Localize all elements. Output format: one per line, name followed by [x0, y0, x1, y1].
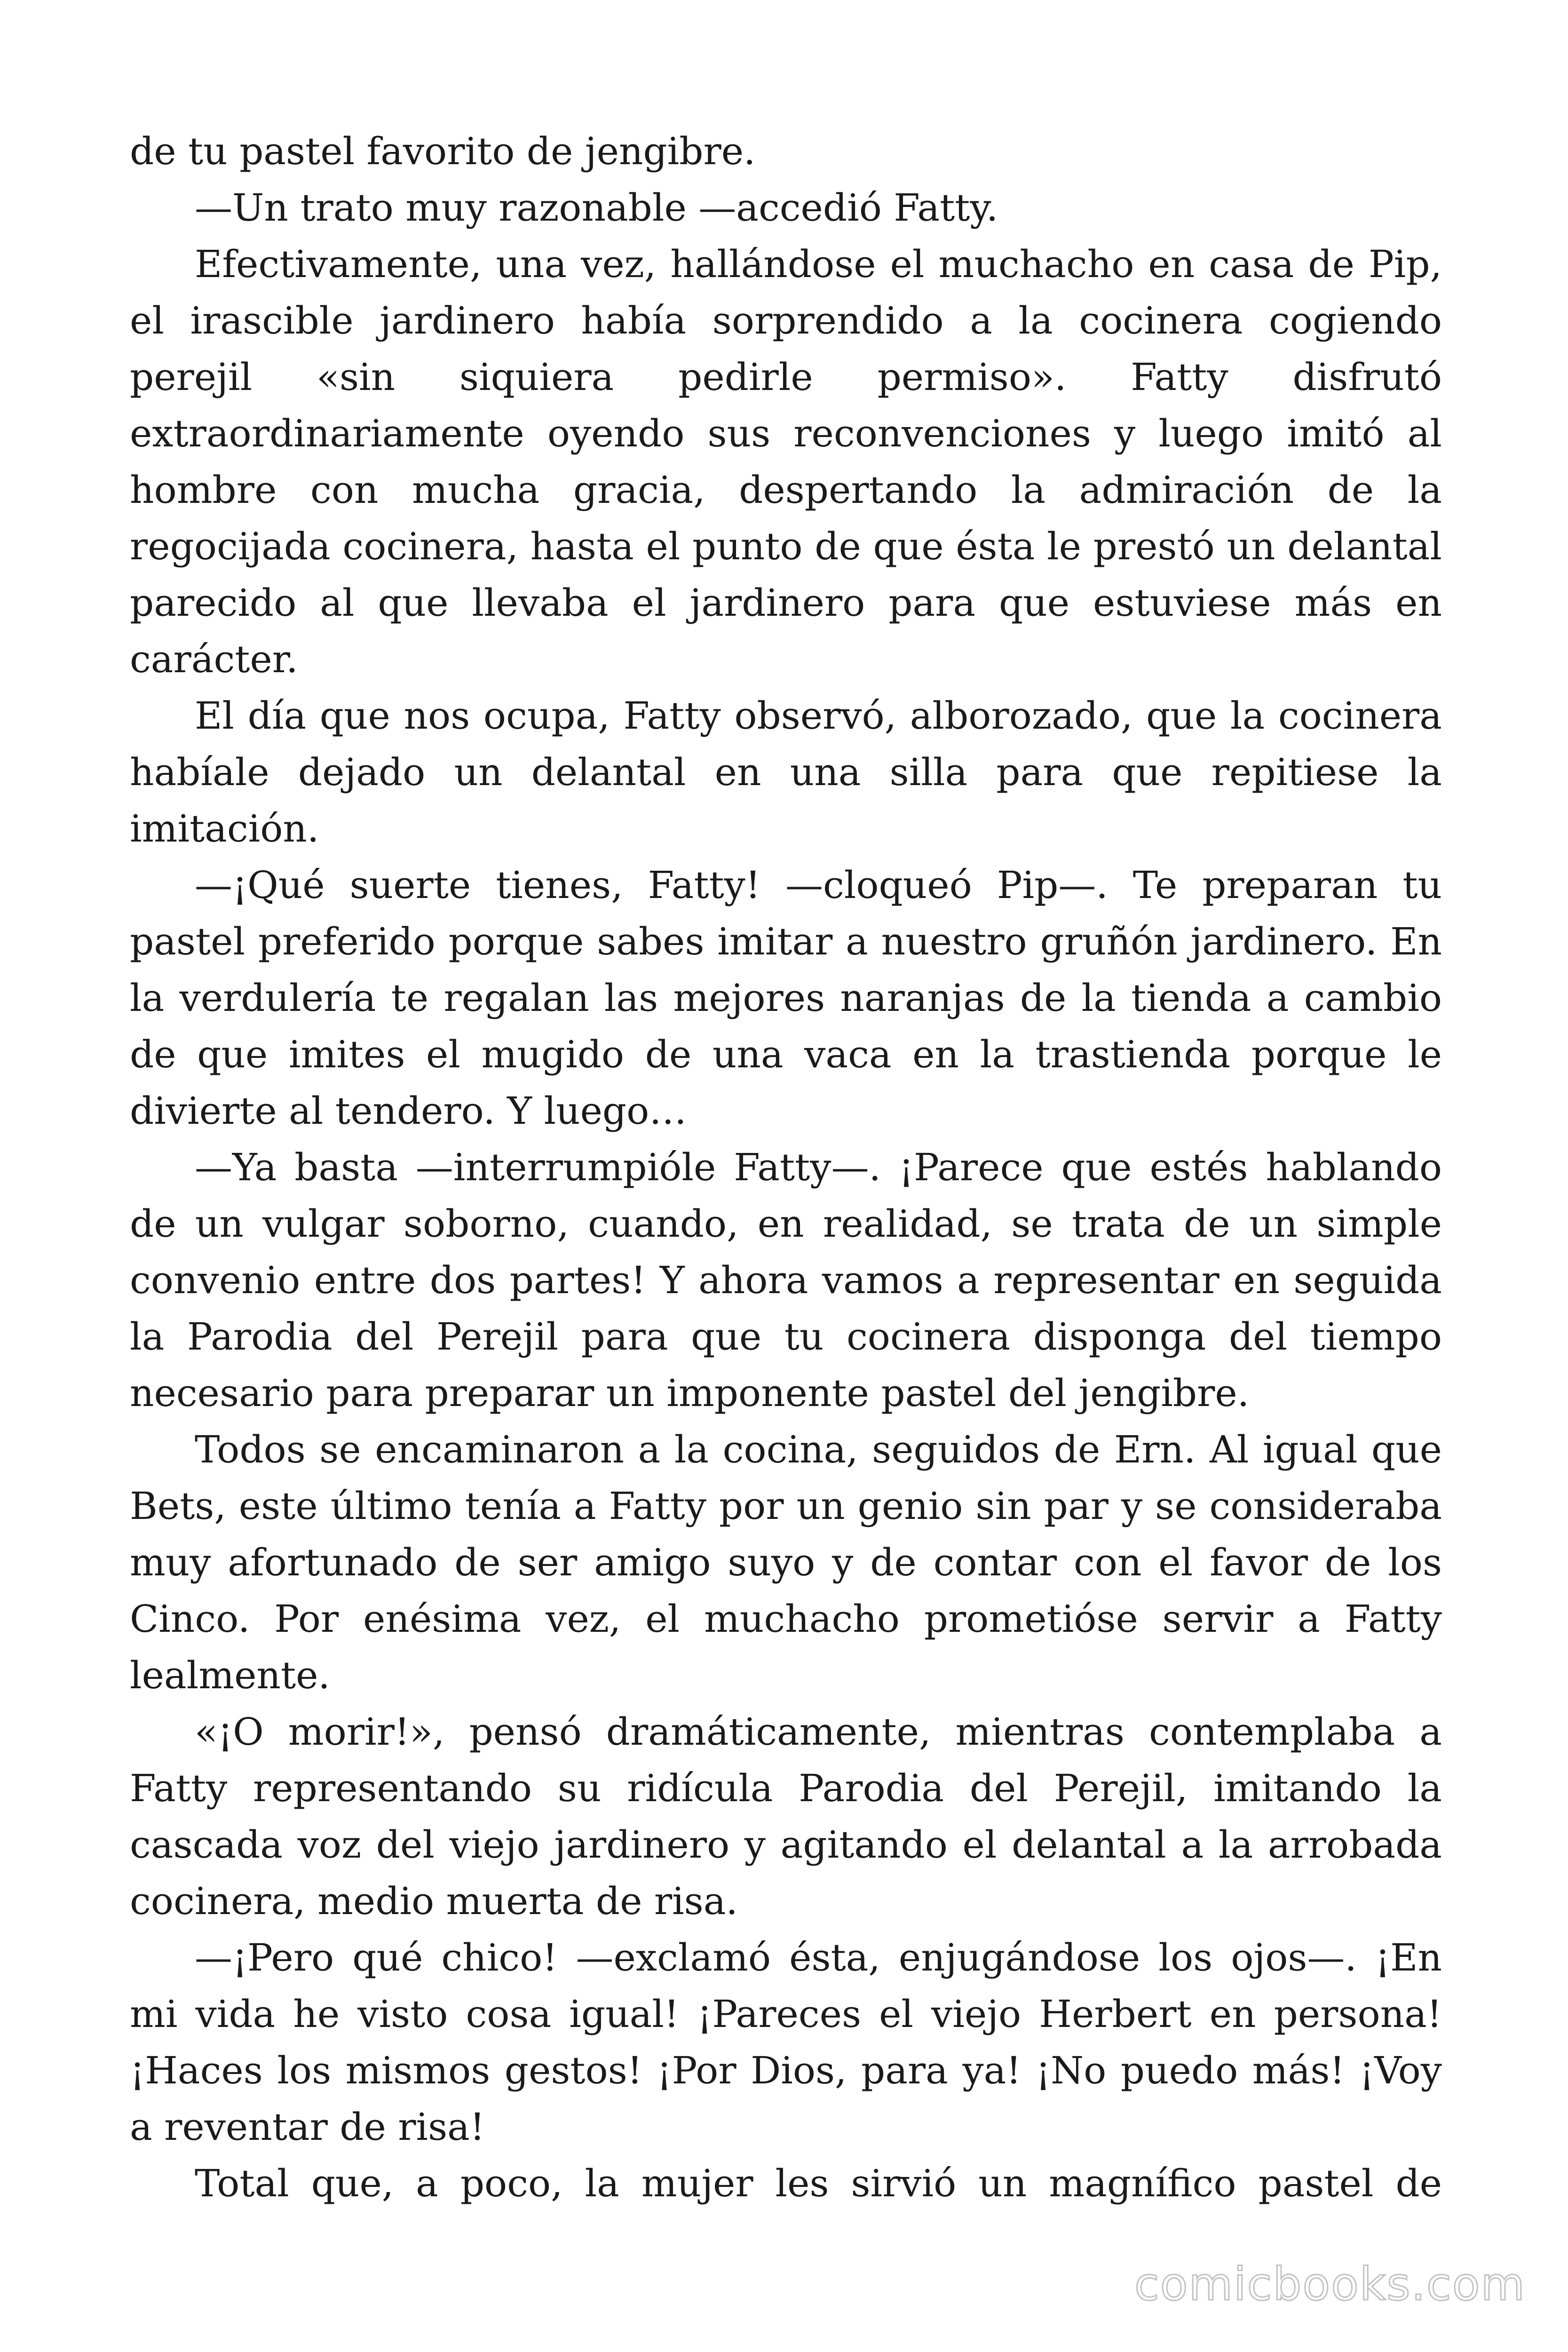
text-line: Todos se encaminaron a la cocina, seguidos de Ern. Al igual que	[195, 1428, 1442, 1471]
text-line: hombre con mucha gracia, despertando la admiración de la	[130, 468, 1442, 512]
text-line: —¡Pero qué chico! —exclamó ésta, enjugándose los ojos—. ¡En	[195, 1936, 1442, 1979]
watermark: comicbooks.com	[1134, 2258, 1526, 2311]
text-line: cascada voz del viejo jardinero y agitando el delantal a la arrobada	[130, 1823, 1442, 1867]
text-line: habíale dejado un delantal en una silla para que repitiese la	[130, 750, 1442, 794]
page-body	[130, 123, 1442, 2212]
text-line: de que imites el mugido de una vaca en la trastienda porque le	[130, 1033, 1442, 1076]
text-line: «¡O morir!», pensó dramáticamente, mientras contemplaba a	[195, 1710, 1442, 1754]
text-line: lealmente.	[130, 1653, 330, 1697]
text-line: necesario para preparar un imponente pastel del jengibre.	[130, 1371, 1250, 1415]
text-line: imitación.	[130, 807, 319, 850]
text-line: Fatty representando su ridícula Parodia del Perejil, imitando la	[130, 1766, 1442, 1810]
text-line: —Ya basta —interrumpióle Fatty—. ¡Parece que estés hablando	[195, 1145, 1442, 1189]
text-line: El día que nos ocupa, Fatty observó, alborozado, que la cocinera	[195, 694, 1442, 738]
text-block	[130, 123, 1442, 2212]
text-line: carácter.	[130, 637, 298, 681]
text-line: el irascible jardinero había sorprendido a la cocinera cogiendo	[130, 299, 1442, 342]
text-line: muy afortunado de ser amigo suyo y de contar con el favor de los	[130, 1541, 1442, 1584]
text-line: Efectivamente, una vez, hallándose el muchacho en casa de Pip,	[195, 242, 1442, 286]
text-line: Cinco. Por enésima vez, el muchacho prometióse servir a Fatty	[130, 1597, 1442, 1641]
text-line: cocinera, medio muerta de risa.	[130, 1879, 738, 1923]
text-line: ¡Haces los mismos gestos! ¡Por Dios, para ya! ¡No puedo más! ¡Voy	[130, 2049, 1442, 2092]
text-line: a reventar de risa!	[130, 2105, 485, 2149]
text-line: divierte al tendero. Y luego…	[130, 1089, 687, 1133]
text-line: convenio entre dos partes! Y ahora vamos a representar en seguida	[130, 1258, 1442, 1302]
text-line: Total que, a poco, la mujer les sirvió un magnífico pastel de	[195, 2161, 1442, 2205]
text-line: —¡Qué suerte tienes, Fatty! —cloqueó Pip—. Te preparan tu	[195, 863, 1442, 907]
text-line: regocijada cocinera, hasta el punto de que ésta le prestó un delantal	[130, 524, 1442, 568]
text-line: de tu pastel favorito de jengibre.	[130, 129, 756, 173]
text-line: parecido al que llevaba el jardinero para que estuviese más en	[130, 581, 1442, 625]
text-line: —Un trato muy razonable —accedió Fatty.	[195, 186, 998, 230]
text-line: de un vulgar soborno, cuando, en realidad, se trata de un simple	[130, 1202, 1442, 1246]
text-line: pastel preferido porque sabes imitar a nuestro gruñón jardinero. En	[130, 920, 1442, 963]
text-line: Bets, este último tenía a Fatty por un genio sin par y se consideraba	[130, 1484, 1442, 1528]
text-line: perejil «sin siquiera pedirle permiso». Fatty disfrutó	[130, 355, 1442, 399]
text-line: la verdulería te regalan las mejores naranjas de la tienda a cambio	[130, 976, 1442, 1020]
text-line: extraordinariamente oyendo sus reconvenciones y luego imitó al	[130, 412, 1442, 455]
text-line: mi vida he visto cosa igual! ¡Pareces el viejo Herbert en persona!	[130, 1992, 1442, 2036]
text-line: la Parodia del Perejil para que tu cocinera disponga del tiempo	[130, 1315, 1442, 1359]
